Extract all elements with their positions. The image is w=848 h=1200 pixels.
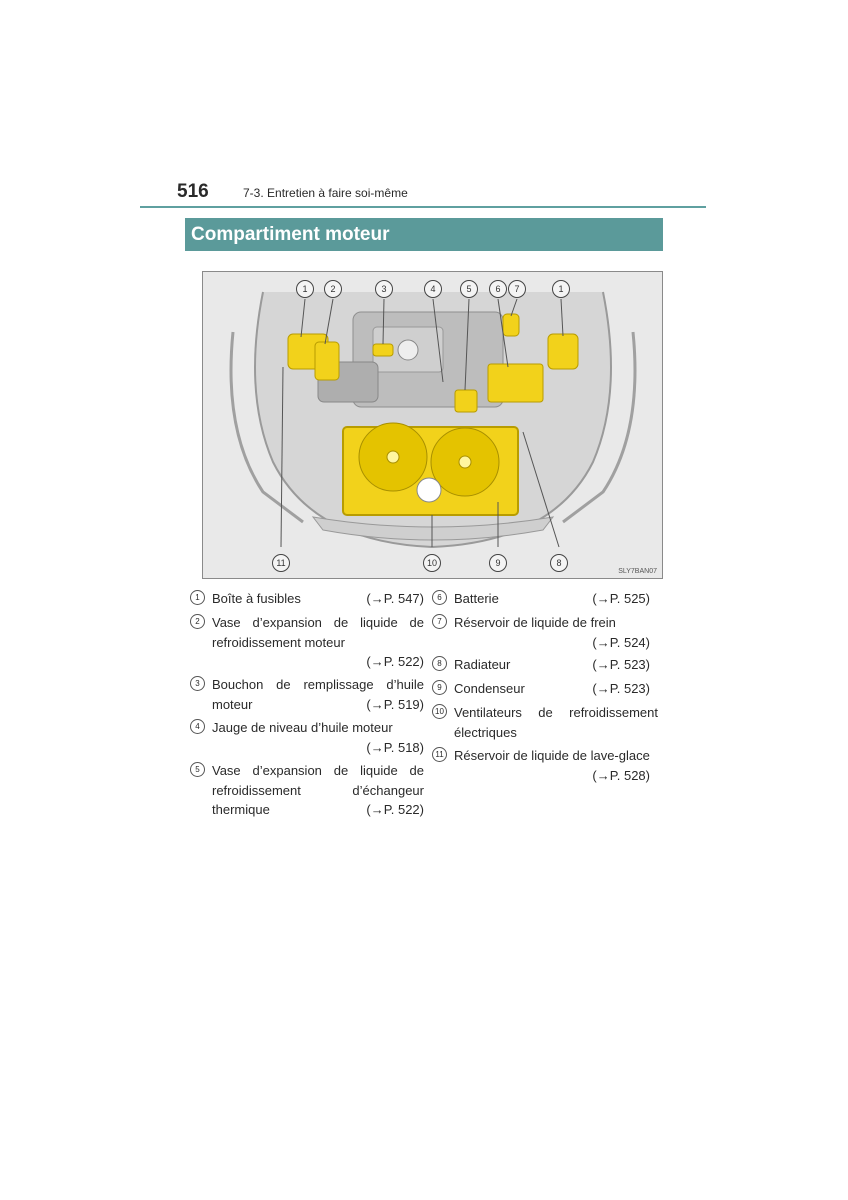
legend-item-4: [190, 718, 425, 758]
legend-item-8: [432, 655, 667, 677]
legend-number: 6: [432, 590, 447, 605]
engine-figure: [202, 271, 663, 579]
callout-bottom-10: 10: [423, 554, 441, 572]
legend-line: Condenseur: [454, 681, 525, 696]
legend-text: [212, 675, 424, 714]
callout-top-8: 1: [552, 280, 570, 298]
legend-line-wrap: [212, 800, 424, 820]
legend-number: 10: [432, 704, 447, 719]
legend-text: [212, 761, 424, 820]
callout-top-7: 7: [508, 280, 526, 298]
callout-top-5: 5: [460, 280, 478, 298]
legend-number: 9: [432, 680, 447, 695]
legend-ref: (→P. 519): [366, 696, 424, 712]
legend-text: [212, 718, 424, 757]
legend-line: refroidissement d’échangeur: [212, 782, 424, 798]
legend-line: Batterie: [454, 591, 499, 606]
legend-line: Vase d’expansion de liquide de: [212, 615, 424, 630]
legend-text: [454, 589, 650, 609]
oil-cap: [373, 344, 393, 356]
legend-line: moteur: [212, 696, 253, 712]
legend-item-3: [190, 675, 425, 715]
engine-illustration: [203, 272, 662, 578]
legend-ref: (→P. 523): [592, 657, 650, 672]
legend-line: Radiateur: [454, 657, 511, 672]
coolant-reservoir: [315, 342, 339, 380]
legend-line: refroidissement moteur: [212, 634, 345, 650]
title-bar: Compartiment moteur: [185, 218, 663, 251]
legend-line: Réservoir de liquide de frein: [454, 615, 616, 630]
legend-ref: (→P. 547): [366, 591, 424, 606]
section-title: 7-3. Entretien à faire soi-même: [243, 186, 408, 200]
legend-number: 11: [432, 747, 447, 762]
legend-ref: (→P. 518): [366, 739, 424, 755]
legend-number: 8: [432, 656, 447, 671]
callout-bottom-9: 9: [489, 554, 507, 572]
callout-top-4: 4: [424, 280, 442, 298]
callout-top-3: 3: [375, 280, 393, 298]
legend-item-11: [432, 746, 667, 786]
legend-text: [454, 655, 650, 675]
legend-line: électriques: [454, 724, 517, 740]
callout-bottom-11: 11: [272, 554, 290, 572]
legend-item-1: [190, 589, 425, 611]
legend-number: 3: [190, 676, 205, 691]
legend-item-2: [190, 613, 425, 673]
inverter-reservoir: [455, 390, 477, 412]
legend-text: [212, 589, 424, 609]
callout-top-2: 2: [324, 280, 342, 298]
legend-ref: (→P. 524): [592, 634, 650, 650]
legend-ref: (→P. 528): [592, 767, 650, 783]
legend-item-10: [432, 703, 667, 743]
battery: [488, 364, 543, 402]
figure-code: SLY7BAN07: [618, 568, 657, 575]
legend-line: Bouchon de remplissage d’huile: [212, 677, 424, 692]
legend-number: 7: [432, 614, 447, 629]
legend-ref: (→P. 523): [592, 681, 650, 696]
legend-text: [454, 703, 658, 742]
legend-text: [454, 679, 650, 699]
brake-reservoir: [503, 314, 519, 336]
legend-item-7: [432, 613, 667, 653]
legend-text: [454, 746, 658, 785]
legend-text: [212, 613, 424, 672]
header-rule: [140, 206, 706, 208]
legend-line-wrap: [212, 695, 424, 715]
legend-line: Ventilateurs de refroidissement: [454, 705, 658, 720]
fuse-box-right: [548, 334, 578, 369]
legend-ref: (→P. 522): [366, 802, 424, 817]
callout-top-6: 6: [489, 280, 507, 298]
legend-item-5: [190, 761, 425, 821]
legend-ref: (→P. 522): [366, 654, 424, 669]
legend-number: 5: [190, 762, 205, 777]
legend-number: 4: [190, 719, 205, 734]
callout-bottom-8: 8: [550, 554, 568, 572]
legend-ref: (→P. 525): [592, 591, 650, 606]
legend-text: [454, 613, 650, 652]
legend-line: Boîte à fusibles: [212, 591, 301, 606]
page-number: 516: [177, 181, 209, 202]
legend-number: 1: [190, 590, 205, 605]
legend-number: 2: [190, 614, 205, 629]
legend-line: thermique: [212, 802, 270, 817]
legend-item-6: [432, 589, 667, 611]
callout-top-1: 1: [296, 280, 314, 298]
legend-item-9: [432, 679, 667, 701]
legend-line: Vase d’expansion de liquide de: [212, 763, 424, 778]
legend-line: Jauge de niveau d’huile moteur: [212, 720, 393, 735]
legend-line: Réservoir de liquide de lave-glace: [454, 748, 650, 763]
